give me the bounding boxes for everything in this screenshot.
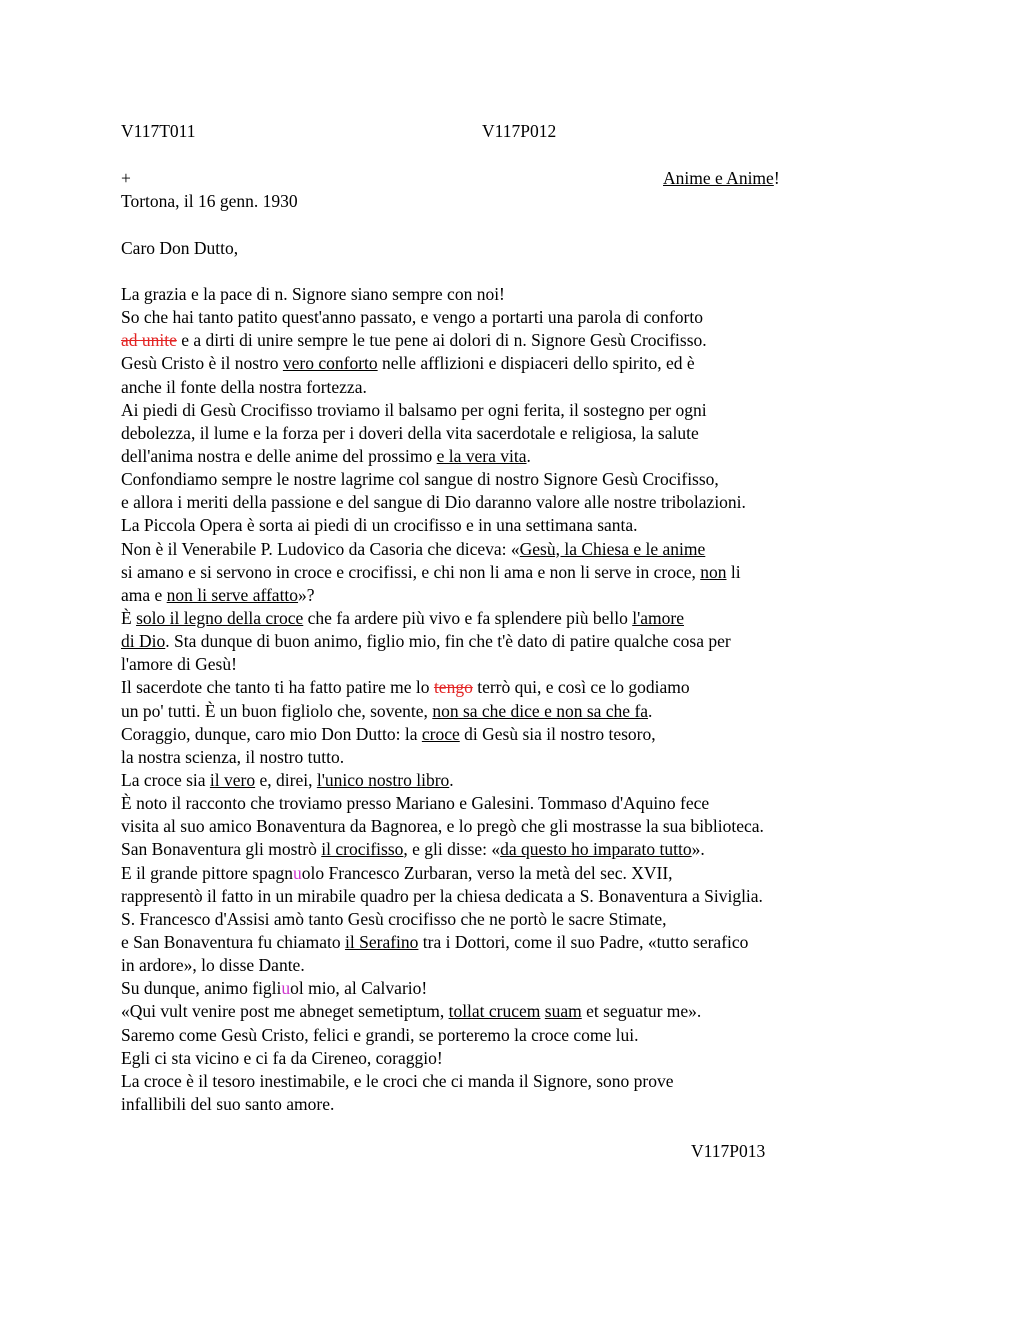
text-line (121, 562, 881, 585)
salutation: Caro Don Dutto, (121, 238, 239, 258)
text-segment: So che hai tanto patito quest'anno passato, e vengo a portarti una parola di conforto (121, 307, 703, 328)
text-line (121, 1025, 881, 1048)
text-segment: visita al suo amico Bonaventura da Bagnorea, e lo pregò che gli mostrasse la sua biblioteca. (121, 816, 764, 837)
text-line (121, 400, 881, 423)
text-segment: un po' tutti. È un buon figliolo che, sovente, (121, 700, 433, 721)
text-segment: et seguatur me». (581, 1001, 702, 1022)
text-segment: »? (298, 584, 315, 605)
text-segment: È noto il racconto che troviamo presso Mariano e Galesini. Tommaso d'Aquino fece (121, 793, 710, 814)
text-segment: Gesù Cristo è il nostro (121, 353, 283, 374)
document-code-bottom: V117P013 (691, 1141, 766, 1161)
text-line (121, 701, 881, 724)
text-line (121, 608, 881, 631)
underlined-text: il vero (209, 769, 256, 790)
motto-tail: ! (773, 168, 780, 188)
text-line (121, 677, 881, 700)
document-code-mid: V117P012 (482, 121, 557, 141)
inserted-letter: u (293, 862, 302, 883)
text-line (121, 863, 881, 886)
underlined-text: il crocifisso (321, 839, 404, 860)
text-segment: Saremo come Gesù Cristo, felici e grandi, se porteremo la croce come lui. (121, 1024, 639, 1045)
text-line (121, 631, 881, 654)
text-segment: , e gli disse: « (403, 839, 501, 860)
document-code-left: V117T011 (121, 121, 196, 141)
text-line (121, 909, 881, 932)
text-segment: ama e (121, 584, 167, 605)
text-segment: li (726, 561, 741, 582)
text-line (121, 1094, 881, 1117)
text-line (121, 515, 881, 538)
text-segment: ol mio, al Calvario! (290, 978, 428, 999)
text-line (121, 747, 881, 770)
text-line (121, 724, 881, 747)
text-line (121, 492, 881, 515)
text-segment: di Gesù sia il nostro tesoro, (459, 723, 656, 744)
text-segment: e a dirti di unire sempre le tue pene ai dolori di n. Signore Gesù Crocifisso. (176, 330, 707, 351)
underlined-text: non sa che dice e non sa che fa (432, 700, 649, 721)
underlined-text: l'unico nostro libro (316, 769, 450, 790)
underlined-text: vero conforto (282, 353, 378, 374)
text-segment: Coraggio, dunque, caro mio Don Dutto: la (121, 723, 422, 744)
text-line (121, 330, 881, 353)
text-segment: Il sacerdote che tanto ti ha fatto patire me lo (121, 677, 434, 698)
text-line (121, 793, 881, 816)
cross-symbol: + (121, 168, 131, 188)
text-segment: l'amore di Gesù! (121, 654, 237, 675)
text-segment: San Bonaventura gli mostrò (121, 839, 322, 860)
text-segment: . Sta dunque di buon animo, figlio mio, fin che t'è dato di patire qualche cosa per (165, 631, 731, 652)
text-segment: La grazia e la pace di n. Signore siano sempre con noi! (121, 284, 505, 304)
underlined-text: solo il legno della croce (136, 607, 304, 628)
text-segment: Su dunque, animo figli (121, 978, 282, 999)
underlined-text: suam (544, 1001, 582, 1022)
underlined-text: tollat crucem (448, 1001, 541, 1022)
letter-body (121, 284, 881, 1117)
text-segment: debolezza, il lume e la forza per i doveri della vita sacerdotale e religiosa, la salute (121, 422, 699, 443)
text-segment: e allora i meriti della passione e del sangue di Dio daranno valore alle nostre tribolazioni. (121, 492, 746, 513)
text-line (121, 770, 881, 793)
text-segment: olo Francesco Zurbaran, verso la metà del sec. XVII, (301, 862, 673, 883)
text-segment: S. Francesco d'Assisi amò tanto Gesù crocifisso che ne portò le sacre Stimate, (121, 908, 667, 929)
text-segment: La croce è il tesoro inestimabile, e le croci che ci manda il Signore, sono prove (121, 1070, 674, 1091)
underlined-text: non (700, 561, 727, 582)
motto-underlined: Anime e Anime (663, 168, 774, 188)
underlined-text: croce (421, 723, 460, 744)
text-line (121, 886, 881, 909)
text-line (121, 377, 881, 400)
text-segment: nelle afflizioni e dispiaceri dello spirito, ed è (377, 353, 695, 374)
text-line (121, 585, 881, 608)
text-segment: che fa ardere più vivo e fa splendere più bello (303, 607, 633, 628)
text-line (121, 955, 881, 978)
text-line (121, 284, 881, 307)
text-segment: anche il fonte della nostra fortezza. (121, 376, 367, 397)
text-line (121, 446, 881, 469)
text-segment: La croce sia (121, 769, 210, 790)
text-segment: . (526, 445, 531, 466)
text-line (121, 423, 881, 446)
text-segment: in ardore», lo disse Dante. (121, 955, 305, 976)
text-segment: La Piccola Opera è sorta ai piedi di un crocifisso e in una settimana santa. (121, 515, 638, 536)
text-segment: dell'anima nostra e delle anime del prossimo (121, 445, 437, 466)
text-segment: Ai piedi di Gesù Crocifisso troviamo il balsamo per ogni ferita, il sostegno per ogni (121, 399, 707, 420)
text-segment: infallibili del suo santo amore. (121, 1093, 335, 1114)
text-line (121, 1001, 881, 1024)
text-segment: . (449, 769, 454, 790)
text-line (121, 1071, 881, 1094)
text-segment: E il grande pittore spagn (121, 862, 294, 883)
text-line (121, 978, 881, 1001)
text-segment: È (121, 607, 137, 628)
text-segment: e San Bonaventura fu chiamato (121, 931, 346, 952)
text-line (121, 1048, 881, 1071)
text-line (121, 539, 881, 562)
underlined-text: di Dio (121, 631, 166, 652)
deleted-text: ad unite (121, 330, 177, 351)
underlined-text: non li serve affatto (166, 584, 299, 605)
text-line (121, 469, 881, 492)
text-segment: Confondiamo sempre le nostre lagrime col sangue di nostro Signore Gesù Crocifisso, (121, 469, 719, 490)
underlined-text: il Serafino (345, 931, 419, 952)
text-line (121, 816, 881, 839)
text-segment: rappresentò il fatto in un mirabile quadro per la chiesa dedicata a S. Bonaventura a Siviglia. (121, 885, 763, 906)
text-segment: . (648, 700, 653, 721)
underlined-text: e la vera vita (436, 445, 527, 466)
underlined-text: Gesù, la Chiesa e le anime (519, 538, 706, 559)
text-segment: «Qui vult venire post me abneget semetiptum, (121, 1001, 449, 1022)
text-segment: ». (691, 839, 705, 860)
text-segment: Egli ci sta vicino e ci fa da Cireneo, coraggio! (121, 1047, 443, 1068)
text-line (121, 307, 881, 330)
underlined-text: da questo ho imparato tutto (500, 839, 692, 860)
text-segment: terrò qui, e così ce lo godiamo (472, 677, 690, 698)
inserted-letter: u (281, 978, 291, 999)
underlined-text: l'amore (632, 607, 684, 628)
motto (663, 168, 780, 188)
text-line (121, 932, 881, 955)
text-segment: e, direi, (255, 769, 317, 790)
text-line (121, 353, 881, 376)
text-line (121, 654, 881, 677)
text-segment: si amano e si servono in croce e crocifissi, e chi non li ama e non li serve in croce, (121, 561, 701, 582)
text-segment: Non è il Venerabile P. Ludovico da Casoria che diceva: « (121, 538, 520, 559)
text-line (121, 839, 881, 862)
text-segment: la nostra scienza, il nostro tutto. (121, 746, 345, 767)
dateline: Tortona, il 16 genn. 1930 (121, 191, 298, 211)
deleted-text: tengo (433, 677, 473, 698)
text-segment: tra i Dottori, come il suo Padre, «tutto serafico (418, 931, 749, 952)
